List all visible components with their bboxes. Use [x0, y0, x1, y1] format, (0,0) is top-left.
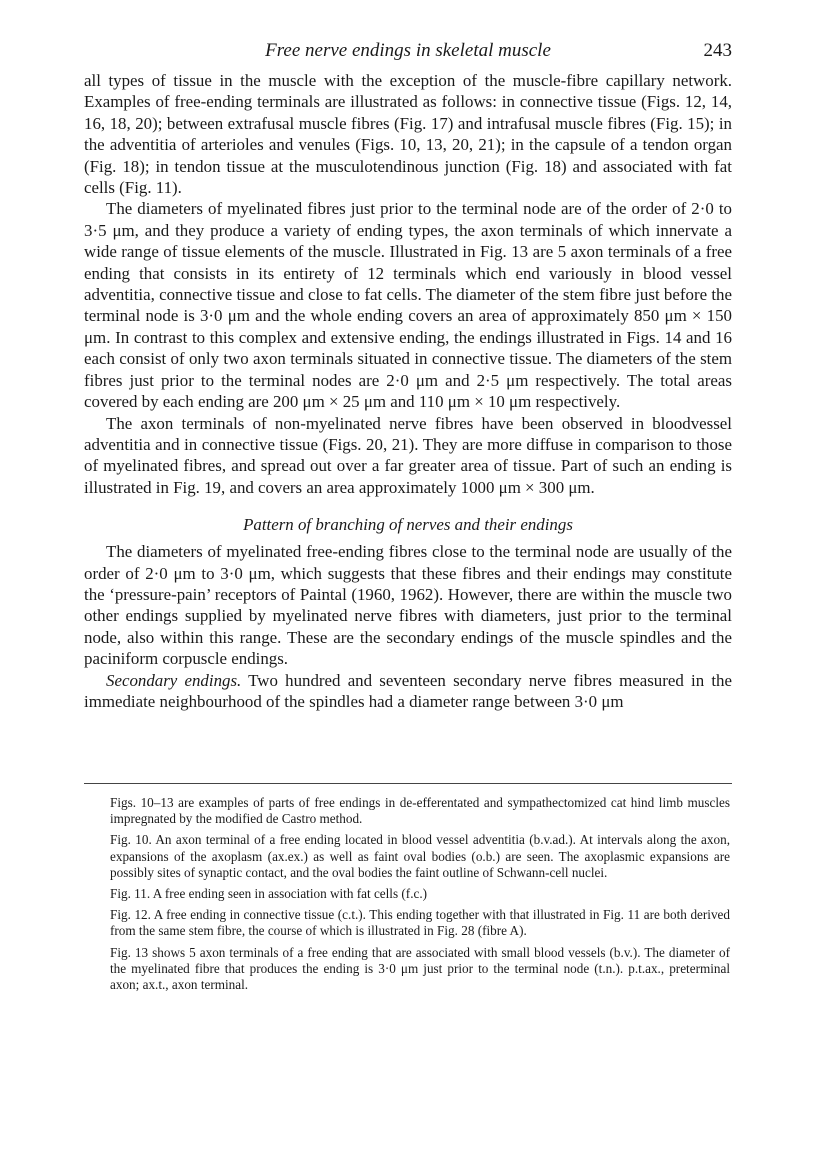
- footnote-divider: [84, 783, 732, 784]
- caption-fig-12: Fig. 12. A free ending in connective tissue (c.t.). This ending together with that illustrated in Fig. 11 are both derived from the same stem fibre, the course of which is illustrated in Fig. 28 (fibre A).: [110, 907, 730, 939]
- section-heading: Pattern of branching of nerves and their endings: [243, 515, 573, 535]
- running-title: Free nerve endings in skeletal muscle: [265, 40, 551, 61]
- running-head: [84, 40, 732, 64]
- paragraph-5-lead: Secondary endings.: [106, 670, 242, 690]
- caption-fig-13: Fig. 13 shows 5 axon terminals of a free ending that are associated with small blood vessels (b.v.). The diameter of the myelinated fibre that produces the ending is 3·0 μm just prior to the terminal node (t.n.). p.t.ax., preterminal axon; ax.t., axon terminal.: [110, 944, 730, 993]
- page-number: 243: [703, 40, 732, 61]
- caption-fig-11: Fig. 11. A free ending seen in association with fat cells (f.c.): [110, 886, 428, 902]
- paragraph-5: [84, 670, 732, 713]
- figure-captions: [110, 795, 730, 998]
- paragraph-4: The diameters of myelinated free-ending fibres close to the terminal node are usually of the order of 2·0 μm to 3·0 μm, which suggests that these fibres and their endings may constitute the ‘pressure-pain’ receptors of Paintal (1960, 1962). However, there are within the muscle two other endings supplied by myelinated nerve fibres with diameters, just prior to the terminal node, also within this range. These are the secondary endings of the muscle spindles and the paciniform corpuscle endings.: [84, 542, 732, 669]
- paragraph-5-text: Two hundred and seventeen secondary nerve fibres measured in the immediate neighbourhood of the spindles had a diameter range between 3·0 μm: [84, 670, 732, 711]
- paragraph-3: The axon terminals of non-myelinated nerve fibres have been observed in bloodvessel adventitia and in connective tissue (Figs. 20, 21). They are more diffuse in comparison to those of myelinated fibres, and spread out over a far greater area of tissue. Part of such an ending is illustrated in Fig. 19, and covers an area approximately 1000 μm × 300 μm.: [84, 413, 732, 497]
- paragraph-2: The diameters of myelinated fibres just prior to the terminal node are of the order of 2·0 to 3·5 μm, and they produce a variety of ending types, the axon terminals of which innervate a wide range of tissue elements of the muscle. Illustrated in Fig. 13 are 5 axon terminals of a free ending that consists in its entirety of 12 terminals which end variously in blood vessel adventitia, connective tissue and close to fat cells. The diameter of the stem fibre just before the terminal node is 3·0 μm and the whole ending covers an area of approximately 850 μm × 150 μm. In contrast to this complex and extensive ending, the endings illustrated in Figs. 14 and 16 each consist of only two axon terminals situated in connective tissue. The diameters of the stem fibres just prior to the terminal nodes are 2·0 μm and 2·5 μm respectively. The total areas covered by each ending are 200 μm × 25 μm and 110 μm × 10 μm respectively.: [84, 199, 732, 412]
- caption-fig-10: Fig. 10. An axon terminal of a free ending located in blood vessel adventitia (b.v.ad.). At intervals along the axon, expansions of the axoplasm (ax.ex.) as well as faint oval bodies (o.b.) are seen. The axoplasmic expansions are possibly sites of synaptic contact, and the oval bodies the faint outline of Schwann-cell nuclei.: [110, 832, 730, 880]
- body-text: [84, 70, 732, 712]
- paragraph-1: all types of tissue in the muscle with the exception of the muscle-fibre capillary network. Examples of free-ending terminals are illustrated as follows: in connective tissue (Figs. 12, 14, 16, 18, 20); between extrafusal muscle fibres (Fig. 17) and intrafusal muscle fibres (Fig. 15); in the adventitia of arterioles and venules (Figs. 10, 13, 20, 21); in the capsule of a tendon organ (Fig. 18); in tendon tissue at the musculotendinous junction (Fig. 18) and associated with fat cells (Fig. 11).: [84, 71, 732, 198]
- caption-intro: Figs. 10–13 are examples of parts of free endings in de-efferentated and sympathectomized cat hind limb muscles impregnated by the modified de Castro method.: [110, 795, 730, 827]
